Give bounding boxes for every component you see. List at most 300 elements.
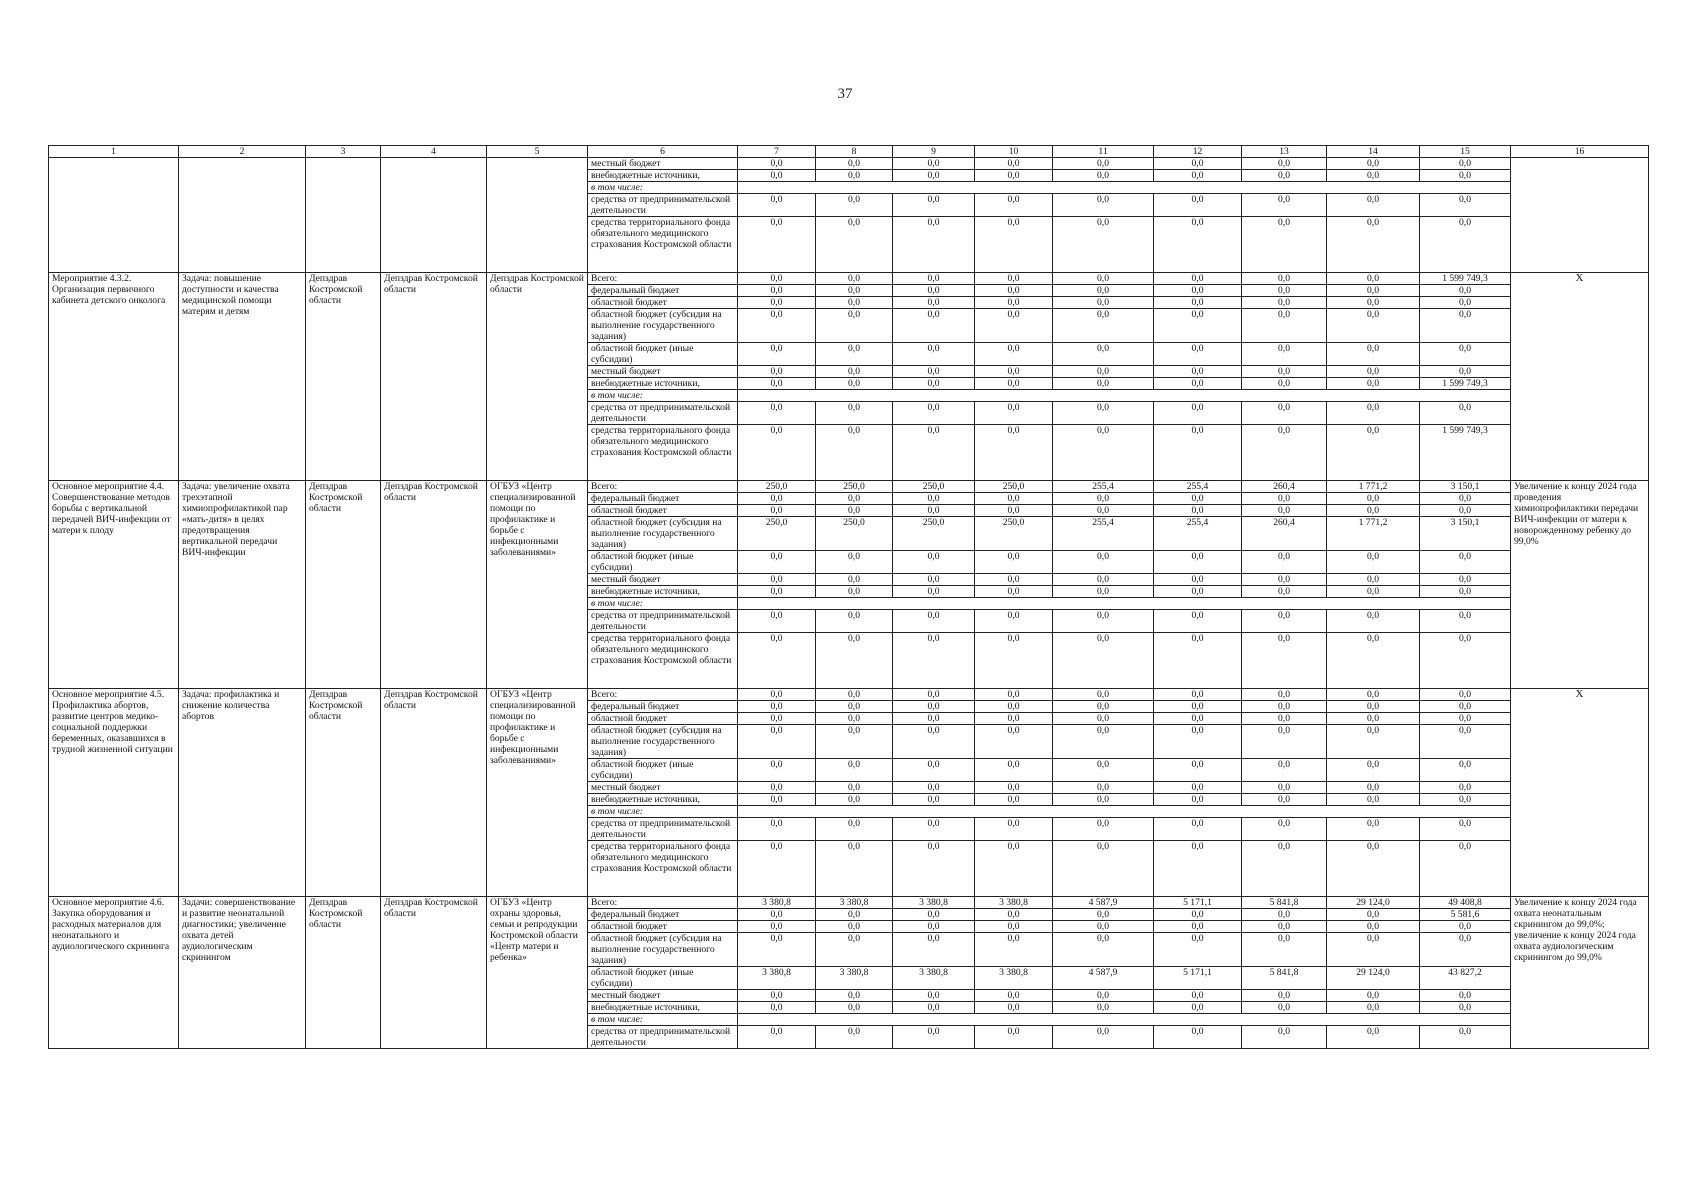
value-cell: 0,0 — [738, 782, 816, 794]
value-cell: 0,0 — [893, 759, 975, 782]
value-cell: 0,0 — [975, 1026, 1053, 1049]
value-cell: 0,0 — [893, 725, 975, 759]
funding-source-label: областной бюджет (субсидия на выполнение государственного задания) — [588, 725, 738, 759]
column-number-14: 14 — [1327, 146, 1420, 158]
value-cell: 0,0 — [975, 217, 1053, 273]
table-row — [49, 158, 1649, 170]
funding-source-label: областной бюджет — [588, 505, 738, 517]
value-cell: 0,0 — [893, 921, 975, 933]
value-cell: 0,0 — [893, 505, 975, 517]
value-cell: 29 124,0 — [1327, 897, 1420, 909]
funding-source-label: областной бюджет (субсидия на выполнение государственного задания) — [588, 517, 738, 551]
value-cell: 0,0 — [1242, 170, 1327, 182]
value-cell: 0,0 — [1327, 309, 1420, 343]
value-cell: 0,0 — [738, 402, 816, 425]
value-cell: 0,0 — [975, 794, 1053, 806]
funding-source-label: в том числе: — [588, 390, 738, 402]
funding-source-label: областной бюджет — [588, 921, 738, 933]
value-cell: 0,0 — [816, 505, 893, 517]
value-cell: 0,0 — [1327, 990, 1420, 1002]
value-cell: 0,0 — [738, 505, 816, 517]
value-cell: 0,0 — [1053, 493, 1154, 505]
funding-source-label: внебюджетные источники, — [588, 1002, 738, 1014]
funding-source-label: Всего: — [588, 897, 738, 909]
expected-result: Увеличение к концу 2024 года охвата неонатальным скринингом до 99,0%; увеличение к концу 2024 года охвата аудиологическим скринингом до 99,0% — [1511, 897, 1649, 1049]
value-cell: 0,0 — [1327, 633, 1420, 689]
value-cell: 0,0 — [738, 366, 816, 378]
value-cell: 0,0 — [816, 158, 893, 170]
value-cell: 0,0 — [1053, 990, 1154, 1002]
participant: Депздрав Костромской области — [487, 273, 588, 481]
value-cell: 0,0 — [1154, 378, 1242, 390]
value-cell: 0,0 — [738, 217, 816, 273]
funding-source-label: средства территориального фонда обязательного медицинского страхования Костромской области — [588, 425, 738, 481]
value-cell: 0,0 — [1242, 402, 1327, 425]
value-cell: 0,0 — [1154, 505, 1242, 517]
value-cell: 0,0 — [1154, 402, 1242, 425]
value-cell: 0,0 — [738, 378, 816, 390]
value-cell: 0,0 — [1242, 574, 1327, 586]
value-cell: 0,0 — [893, 713, 975, 725]
value-cell: 0,0 — [1053, 574, 1154, 586]
value-cell: 0,0 — [1420, 343, 1511, 366]
value-cell: 0,0 — [1053, 921, 1154, 933]
value-cell: 0,0 — [1242, 425, 1327, 481]
value-cell: 0,0 — [816, 217, 893, 273]
value-cell: 0,0 — [1242, 909, 1327, 921]
value-cell: 0,0 — [1420, 217, 1511, 273]
value-cell: 0,0 — [1327, 818, 1420, 841]
value-cell: 0,0 — [816, 1002, 893, 1014]
value-cell: 0,0 — [1327, 366, 1420, 378]
funding-source-label: местный бюджет — [588, 990, 738, 1002]
value-cell: 0,0 — [1327, 402, 1420, 425]
value-cell: 0,0 — [975, 297, 1053, 309]
value-cell: 0,0 — [893, 909, 975, 921]
funding-source-label: в том числе: — [588, 1014, 738, 1026]
value-cell: 0,0 — [1242, 713, 1327, 725]
value-cell: 0,0 — [738, 990, 816, 1002]
value-cell: 0,0 — [1242, 701, 1327, 713]
value-cell: 0,0 — [1154, 633, 1242, 689]
funding-source-label: в том числе: — [588, 182, 738, 194]
value-cell: 0,0 — [738, 425, 816, 481]
funding-source-label: средства от предпринимательской деятельности — [588, 818, 738, 841]
value-cell: 0,0 — [1053, 273, 1154, 285]
value-cell: 0,0 — [1154, 273, 1242, 285]
table-row — [49, 273, 1649, 285]
value-cell: 0,0 — [1242, 725, 1327, 759]
value-cell: 0,0 — [738, 586, 816, 598]
value-cell: 0,0 — [816, 574, 893, 586]
value-cell: 0,0 — [816, 1026, 893, 1049]
value-cell: 0,0 — [1154, 285, 1242, 297]
value-cell: 0,0 — [975, 689, 1053, 701]
value-cell: 0,0 — [816, 402, 893, 425]
value-cell: 0,0 — [816, 586, 893, 598]
value-cell: 0,0 — [893, 551, 975, 574]
value-cell: 250,0 — [816, 481, 893, 493]
funding-source-label: областной бюджет (субсидия на выполнение государственного задания) — [588, 933, 738, 967]
value-cell: 0,0 — [893, 586, 975, 598]
value-cell: 0,0 — [893, 366, 975, 378]
value-cell: 0,0 — [1242, 841, 1327, 897]
value-cell: 0,0 — [1420, 505, 1511, 517]
value-cell: 5 841,8 — [1242, 967, 1327, 990]
funding-source-label: местный бюджет — [588, 366, 738, 378]
value-cell: 0,0 — [1242, 1002, 1327, 1014]
value-cell: 3 380,8 — [816, 897, 893, 909]
value-cell: 255,4 — [1154, 481, 1242, 493]
value-cell: 0,0 — [738, 574, 816, 586]
responsible-executor: Депздрав Костромской области — [306, 273, 381, 481]
column-number-5: 5 — [487, 146, 588, 158]
value-cell: 0,0 — [1053, 782, 1154, 794]
value-cell: 0,0 — [1420, 689, 1511, 701]
value-cell: 0,0 — [1420, 725, 1511, 759]
value-cell: 0,0 — [1327, 378, 1420, 390]
value-cell: 0,0 — [1327, 713, 1420, 725]
value-cell: 0,0 — [816, 701, 893, 713]
value-cell: 0,0 — [1154, 725, 1242, 759]
column-number-1: 1 — [49, 146, 179, 158]
value-cell: 0,0 — [738, 285, 816, 297]
column-number-4: 4 — [381, 146, 487, 158]
value-cell: 0,0 — [738, 921, 816, 933]
expected-result: Х — [1511, 689, 1649, 897]
financing-table — [48, 145, 1649, 1049]
funding-source-label: федеральный бюджет — [588, 701, 738, 713]
activity-name: Мероприятие 4.3.2. Организация первичного кабинета детского онколога — [49, 273, 179, 481]
value-cell: 0,0 — [1154, 574, 1242, 586]
value-cell: 0,0 — [975, 273, 1053, 285]
value-cell: 0,0 — [816, 990, 893, 1002]
empty-cell-col5 — [487, 158, 588, 273]
value-cell: 3 150,1 — [1420, 517, 1511, 551]
value-cell: 0,0 — [1242, 194, 1327, 217]
column-number-3: 3 — [306, 146, 381, 158]
participant: ОГБУЗ «Центр охраны здоровья, семьи и репродукции Костромской области «Центр матери и ребенка» — [487, 897, 588, 1049]
value-cell: 0,0 — [1154, 794, 1242, 806]
value-cell: 0,0 — [1154, 170, 1242, 182]
value-cell: 0,0 — [1327, 782, 1420, 794]
value-cell: 0,0 — [1053, 158, 1154, 170]
value-cell: 0,0 — [1154, 158, 1242, 170]
empty-values — [738, 390, 1511, 402]
funding-source-label: Всего: — [588, 689, 738, 701]
value-cell: 0,0 — [1420, 990, 1511, 1002]
empty-values — [738, 1014, 1511, 1026]
column-number-11: 11 — [1053, 146, 1154, 158]
value-cell: 0,0 — [1053, 818, 1154, 841]
value-cell: 0,0 — [1053, 586, 1154, 598]
activity-name: Основное мероприятие 4.4. Совершенствование методов борьбы с вертикальной передачей ВИЧ-инфекции от матери к плоду — [49, 481, 179, 689]
value-cell: 0,0 — [1242, 285, 1327, 297]
value-cell: 0,0 — [1053, 713, 1154, 725]
value-cell: 0,0 — [1154, 551, 1242, 574]
value-cell: 0,0 — [975, 158, 1053, 170]
value-cell: 0,0 — [1327, 343, 1420, 366]
value-cell: 0,0 — [738, 158, 816, 170]
column-number-16: 16 — [1511, 146, 1649, 158]
value-cell: 0,0 — [1327, 493, 1420, 505]
task-description: Задача: увеличение охвата трехэтапной химиопрофилактикой пар «мать-дитя» в целях предотвращения вертикальной передачи ВИЧ-инфекции — [179, 481, 306, 689]
value-cell: 0,0 — [816, 425, 893, 481]
funding-source-label: федеральный бюджет — [588, 285, 738, 297]
value-cell: 0,0 — [1420, 782, 1511, 794]
value-cell: 0,0 — [1242, 610, 1327, 633]
co-executor: Депздрав Костромской области — [381, 273, 487, 481]
value-cell: 0,0 — [1053, 794, 1154, 806]
value-cell: 0,0 — [1242, 689, 1327, 701]
value-cell: 5 171,1 — [1154, 897, 1242, 909]
value-cell: 0,0 — [1053, 841, 1154, 897]
table-row — [49, 689, 1649, 701]
empty-cell-col4 — [381, 158, 487, 273]
value-cell: 0,0 — [1420, 701, 1511, 713]
value-cell: 0,0 — [1327, 725, 1420, 759]
value-cell: 0,0 — [738, 689, 816, 701]
value-cell: 250,0 — [738, 517, 816, 551]
value-cell: 0,0 — [1154, 1026, 1242, 1049]
value-cell: 250,0 — [975, 481, 1053, 493]
task-description: Задачи: совершенствование и развитие неонатальной диагностики; увеличение охвата детей аудиологическим скринингом — [179, 897, 306, 1049]
value-cell: 0,0 — [816, 343, 893, 366]
value-cell: 0,0 — [1420, 285, 1511, 297]
value-cell: 0,0 — [975, 285, 1053, 297]
task-description: Задача: профилактика и снижение количества абортов — [179, 689, 306, 897]
funding-source-label: областной бюджет (иные субсидии) — [588, 343, 738, 366]
value-cell: 0,0 — [893, 689, 975, 701]
empty-cell-col2 — [179, 158, 306, 273]
value-cell: 0,0 — [1154, 586, 1242, 598]
funding-source-label: местный бюджет — [588, 574, 738, 586]
funding-source-label: в том числе: — [588, 806, 738, 818]
value-cell: 0,0 — [893, 493, 975, 505]
value-cell: 0,0 — [893, 990, 975, 1002]
funding-source-label: внебюджетные источники, — [588, 378, 738, 390]
value-cell: 0,0 — [738, 610, 816, 633]
value-cell: 0,0 — [1154, 701, 1242, 713]
value-cell: 0,0 — [1242, 366, 1327, 378]
funding-source-label: областной бюджет — [588, 297, 738, 309]
funding-source-label: средства территориального фонда обязательного медицинского страхования Костромской области — [588, 841, 738, 897]
value-cell: 0,0 — [893, 818, 975, 841]
value-cell: 3 380,8 — [816, 967, 893, 990]
value-cell: 0,0 — [1154, 425, 1242, 481]
value-cell: 1 771,2 — [1327, 517, 1420, 551]
value-cell: 0,0 — [1327, 551, 1420, 574]
value-cell: 0,0 — [1053, 725, 1154, 759]
value-cell: 3 380,8 — [893, 897, 975, 909]
value-cell: 0,0 — [1327, 689, 1420, 701]
value-cell: 0,0 — [1327, 841, 1420, 897]
value-cell: 255,4 — [1154, 517, 1242, 551]
funding-source-label: средства от предпринимательской деятельности — [588, 1026, 738, 1049]
funding-source-label: в том числе: — [588, 598, 738, 610]
value-cell: 5 171,1 — [1154, 967, 1242, 990]
value-cell: 0,0 — [1242, 493, 1327, 505]
table-row — [49, 481, 1649, 493]
value-cell: 0,0 — [1242, 633, 1327, 689]
value-cell: 0,0 — [1242, 378, 1327, 390]
value-cell: 250,0 — [816, 517, 893, 551]
value-cell: 0,0 — [1242, 505, 1327, 517]
value-cell: 0,0 — [816, 610, 893, 633]
value-cell: 0,0 — [816, 551, 893, 574]
value-cell: 0,0 — [1242, 933, 1327, 967]
value-cell: 0,0 — [816, 841, 893, 897]
value-cell: 0,0 — [1053, 505, 1154, 517]
value-cell: 0,0 — [816, 633, 893, 689]
value-cell: 0,0 — [1154, 759, 1242, 782]
value-cell: 0,0 — [1420, 759, 1511, 782]
value-cell: 1 599 749,3 — [1420, 425, 1511, 481]
value-cell: 0,0 — [1420, 551, 1511, 574]
funding-source-label: средства территориального фонда обязательного медицинского страхования Костромской области — [588, 633, 738, 689]
value-cell: 0,0 — [975, 990, 1053, 1002]
value-cell: 0,0 — [1327, 933, 1420, 967]
value-cell: 0,0 — [893, 1002, 975, 1014]
value-cell: 0,0 — [1242, 343, 1327, 366]
value-cell: 0,0 — [1420, 794, 1511, 806]
value-cell: 0,0 — [738, 273, 816, 285]
funding-source-label: областной бюджет (субсидия на выполнение государственного задания) — [588, 309, 738, 343]
value-cell: 0,0 — [1053, 1026, 1154, 1049]
value-cell: 0,0 — [1242, 586, 1327, 598]
value-cell: 0,0 — [1154, 713, 1242, 725]
funding-source-label: федеральный бюджет — [588, 909, 738, 921]
value-cell: 0,0 — [893, 425, 975, 481]
value-cell: 0,0 — [1154, 1002, 1242, 1014]
value-cell: 0,0 — [975, 551, 1053, 574]
value-cell: 0,0 — [738, 493, 816, 505]
value-cell: 0,0 — [975, 782, 1053, 794]
value-cell: 0,0 — [816, 713, 893, 725]
funding-source-label: внебюджетные источники, — [588, 794, 738, 806]
value-cell: 0,0 — [738, 841, 816, 897]
value-cell: 0,0 — [1154, 493, 1242, 505]
value-cell: 0,0 — [738, 818, 816, 841]
value-cell: 0,0 — [1242, 217, 1327, 273]
value-cell: 0,0 — [738, 909, 816, 921]
value-cell: 0,0 — [816, 170, 893, 182]
value-cell: 0,0 — [1053, 309, 1154, 343]
value-cell: 0,0 — [1420, 158, 1511, 170]
value-cell: 0,0 — [1420, 309, 1511, 343]
value-cell: 0,0 — [893, 378, 975, 390]
value-cell: 0,0 — [1327, 1002, 1420, 1014]
value-cell: 0,0 — [1154, 297, 1242, 309]
co-executor: Депздрав Костромской области — [381, 689, 487, 897]
value-cell: 4 587,9 — [1053, 967, 1154, 990]
value-cell: 0,0 — [1154, 921, 1242, 933]
value-cell: 0,0 — [975, 343, 1053, 366]
funding-source-label: областной бюджет — [588, 713, 738, 725]
value-cell: 0,0 — [975, 402, 1053, 425]
value-cell: 0,0 — [816, 725, 893, 759]
responsible-executor: Депздрав Костромской области — [306, 481, 381, 689]
value-cell: 0,0 — [975, 493, 1053, 505]
value-cell: 0,0 — [1154, 610, 1242, 633]
value-cell: 0,0 — [816, 366, 893, 378]
value-cell: 0,0 — [975, 841, 1053, 897]
value-cell: 0,0 — [1420, 841, 1511, 897]
value-cell: 0,0 — [1154, 309, 1242, 343]
value-cell: 0,0 — [975, 378, 1053, 390]
value-cell: 0,0 — [1154, 217, 1242, 273]
empty-values — [738, 806, 1511, 818]
value-cell: 0,0 — [1327, 217, 1420, 273]
value-cell: 0,0 — [1327, 273, 1420, 285]
value-cell: 0,0 — [1420, 402, 1511, 425]
participant: ОГБУЗ «Центр специализированной помощи по профилактике и борьбе с инфекционными заболеваниями» — [487, 481, 588, 689]
value-cell: 0,0 — [816, 194, 893, 217]
value-cell: 0,0 — [816, 909, 893, 921]
value-cell: 49 408,8 — [1420, 897, 1511, 909]
value-cell: 0,0 — [738, 170, 816, 182]
value-cell: 0,0 — [1242, 759, 1327, 782]
funding-source-label: федеральный бюджет — [588, 493, 738, 505]
value-cell: 0,0 — [1242, 818, 1327, 841]
value-cell: 0,0 — [1327, 701, 1420, 713]
empty-values — [738, 598, 1511, 610]
value-cell: 0,0 — [1420, 713, 1511, 725]
value-cell: 1 771,2 — [1327, 481, 1420, 493]
value-cell: 0,0 — [1327, 610, 1420, 633]
column-number-9: 9 — [893, 146, 975, 158]
expected-result: Увеличение к концу 2024 года проведения химиопрофилактики передачи ВИЧ-инфекции от матери к новорожденному ребенку до 99,0% — [1511, 481, 1649, 689]
value-cell: 0,0 — [816, 782, 893, 794]
value-cell: 0,0 — [1420, 1002, 1511, 1014]
value-cell: 0,0 — [893, 285, 975, 297]
value-cell: 43 827,2 — [1420, 967, 1511, 990]
value-cell: 0,0 — [1154, 933, 1242, 967]
value-cell: 0,0 — [1327, 586, 1420, 598]
value-cell: 0,0 — [1242, 309, 1327, 343]
value-cell: 0,0 — [738, 309, 816, 343]
task-description: Задача: повышение доступности и качества медицинской помощи матерям и детям — [179, 273, 306, 481]
value-cell: 255,4 — [1053, 517, 1154, 551]
value-cell: 1 599 749,3 — [1420, 273, 1511, 285]
value-cell: 0,0 — [975, 574, 1053, 586]
value-cell: 0,0 — [1053, 551, 1154, 574]
value-cell: 0,0 — [975, 194, 1053, 217]
value-cell: 0,0 — [1053, 297, 1154, 309]
value-cell: 0,0 — [1053, 425, 1154, 481]
value-cell: 0,0 — [975, 921, 1053, 933]
funding-source-label: средства от предпринимательской деятельности — [588, 402, 738, 425]
column-number-13: 13 — [1242, 146, 1327, 158]
value-cell: 0,0 — [1154, 194, 1242, 217]
value-cell: 0,0 — [1053, 217, 1154, 273]
value-cell: 0,0 — [893, 297, 975, 309]
value-cell: 3 380,8 — [738, 897, 816, 909]
value-cell: 0,0 — [893, 633, 975, 689]
value-cell: 0,0 — [975, 633, 1053, 689]
value-cell: 250,0 — [738, 481, 816, 493]
funding-source-label: областной бюджет (иные субсидии) — [588, 759, 738, 782]
value-cell: 0,0 — [816, 297, 893, 309]
value-cell: 0,0 — [738, 759, 816, 782]
value-cell: 0,0 — [1053, 701, 1154, 713]
value-cell: 0,0 — [1327, 425, 1420, 481]
value-cell: 0,0 — [816, 818, 893, 841]
empty-cell-col3 — [306, 158, 381, 273]
value-cell: 0,0 — [975, 818, 1053, 841]
value-cell: 0,0 — [975, 309, 1053, 343]
column-number-12: 12 — [1154, 146, 1242, 158]
